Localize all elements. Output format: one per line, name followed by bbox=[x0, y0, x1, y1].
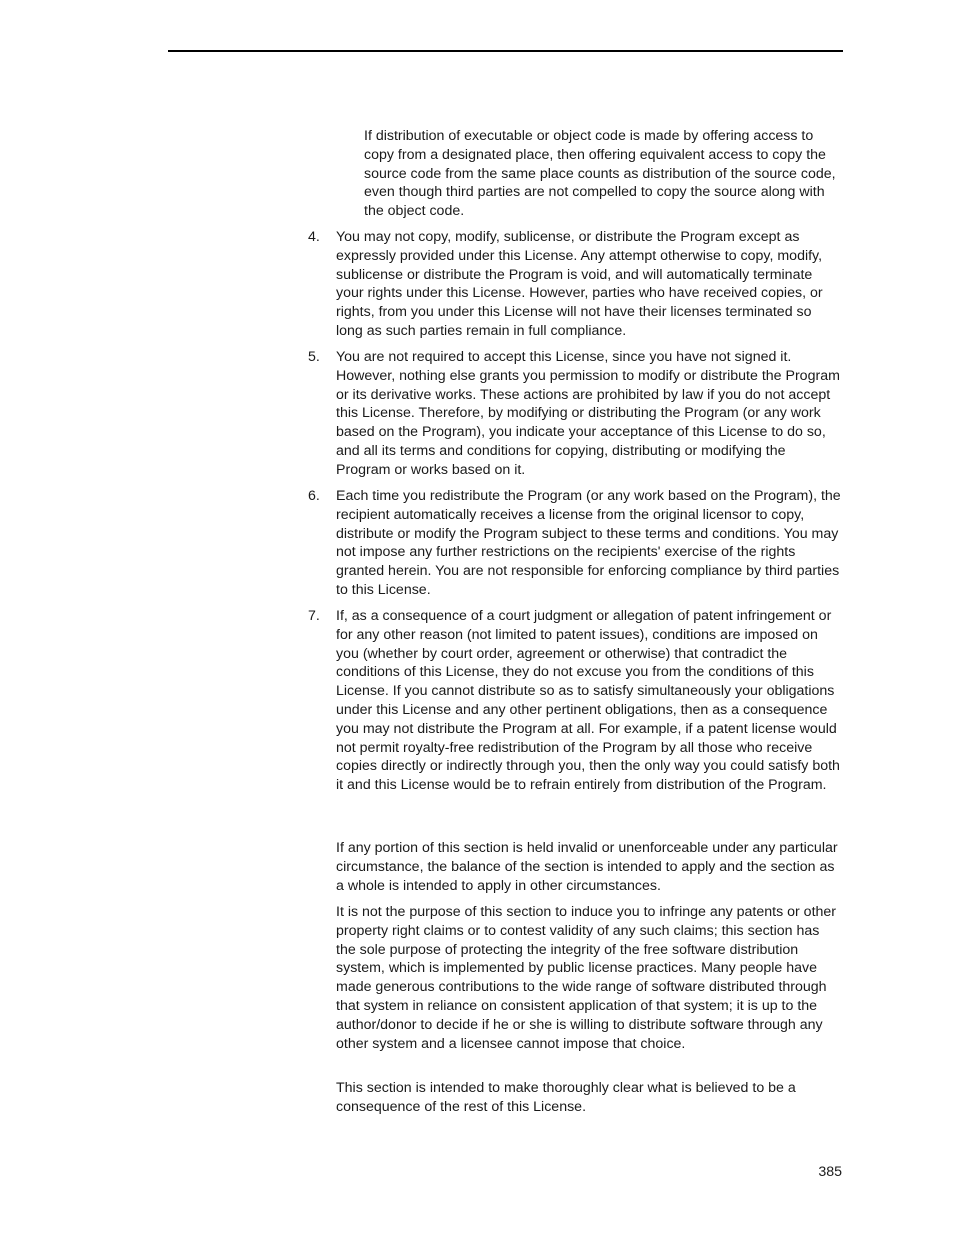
continuation-paragraph: It is not the purpose of this section to induce you to infringe any patents or other property right claims or to contest validity of any such claims; this section has the sole purpose of protecting the integrity of the free software distribution system, which is implemented by public license practices. Many people have made generous contributions to the wide range of software distributed through that system in reliance on consistent application of that system; it is up to the author/donor to decide if he or she is willing to distribute software through any other system and a licensee cannot impose that choice. bbox=[336, 904, 837, 1052]
list-item-7 bbox=[308, 607, 844, 795]
intro-paragraph: If distribution of executable or object code is made by offering access to copy from a designated place, then offering equivalent access to copy the source code from the same place counts as distribution of the source code, even though third parties are not compelled to copy the source along with the object code. bbox=[364, 128, 836, 220]
list-item-4 bbox=[308, 228, 844, 341]
continuation-paragraph: If any portion of this section is held invalid or unenforceable under any particular circumstance, the balance of the section is intended to apply and the section as a whole is intended to apply in other circumstances. bbox=[336, 840, 838, 894]
continuation-paragraph: This section is intended to make thoroughly clear what is believed to be a consequence of the rest of this License. bbox=[336, 1080, 796, 1115]
list-item-5 bbox=[308, 348, 844, 480]
header-rule bbox=[168, 50, 843, 52]
item-text: You may not copy, modify, sublicense, or distribute the Program except as expressly provided under this License. Any attempt otherwise to copy, modify, sublicense or distribute the Program is void, and will automatically terminate your rights under this License. However, parties who have received copies, or rights, from you under this License will not have their licenses terminated so long as such parties remain in full compliance. bbox=[336, 229, 823, 339]
item-text: If, as a consequence of a court judgment or allegation of patent infringement or for any other reason (not limited to patent issues), conditions are imposed on you (whether by court order, agreement or otherwise) that contradict the conditions of this License, they do not excuse you from the conditions of this License. If you cannot distribute so as to satisfy simultaneously your obligations under this License and any other pertinent obligations, then as a consequence you may not distribute the Program at all. For example, if a patent license would not permit royalty-free redistribution of the Program by all those who receive copies directly or indirectly through you, then the only way you could satisfy both it and this License would be to refrain entirely from distribution of the Program. bbox=[336, 608, 840, 794]
item-number: 5. bbox=[308, 349, 320, 365]
page-number: 385 bbox=[818, 1164, 842, 1180]
item-text: You are not required to accept this License, since you have not signed it. However, nothing else grants you permission to modify or distribute the Program or its derivative works. These actions are prohibited by law if you do not accept this License. Therefore, by modifying or distributing the Program (or any work based on the Program), you indicate your acceptance of this License to do so, and all its terms and conditions for copying, distributing or modifying the Program or works based on it. bbox=[336, 349, 840, 478]
item-text: Each time you redistribute the Program (or any work based on the Program), the recipient automatically receives a license from the original licensor to copy, distribute or modify the Program subject to these terms and conditions. You may not impose any further restrictions on the recipients' exercise of the rights granted herein. You are not responsible for enforcing compliance by third parties to this License. bbox=[336, 488, 841, 598]
list-item-6 bbox=[308, 487, 844, 600]
item-number: 7. bbox=[308, 608, 320, 624]
item-number: 4. bbox=[308, 229, 320, 245]
item-number: 6. bbox=[308, 488, 320, 504]
